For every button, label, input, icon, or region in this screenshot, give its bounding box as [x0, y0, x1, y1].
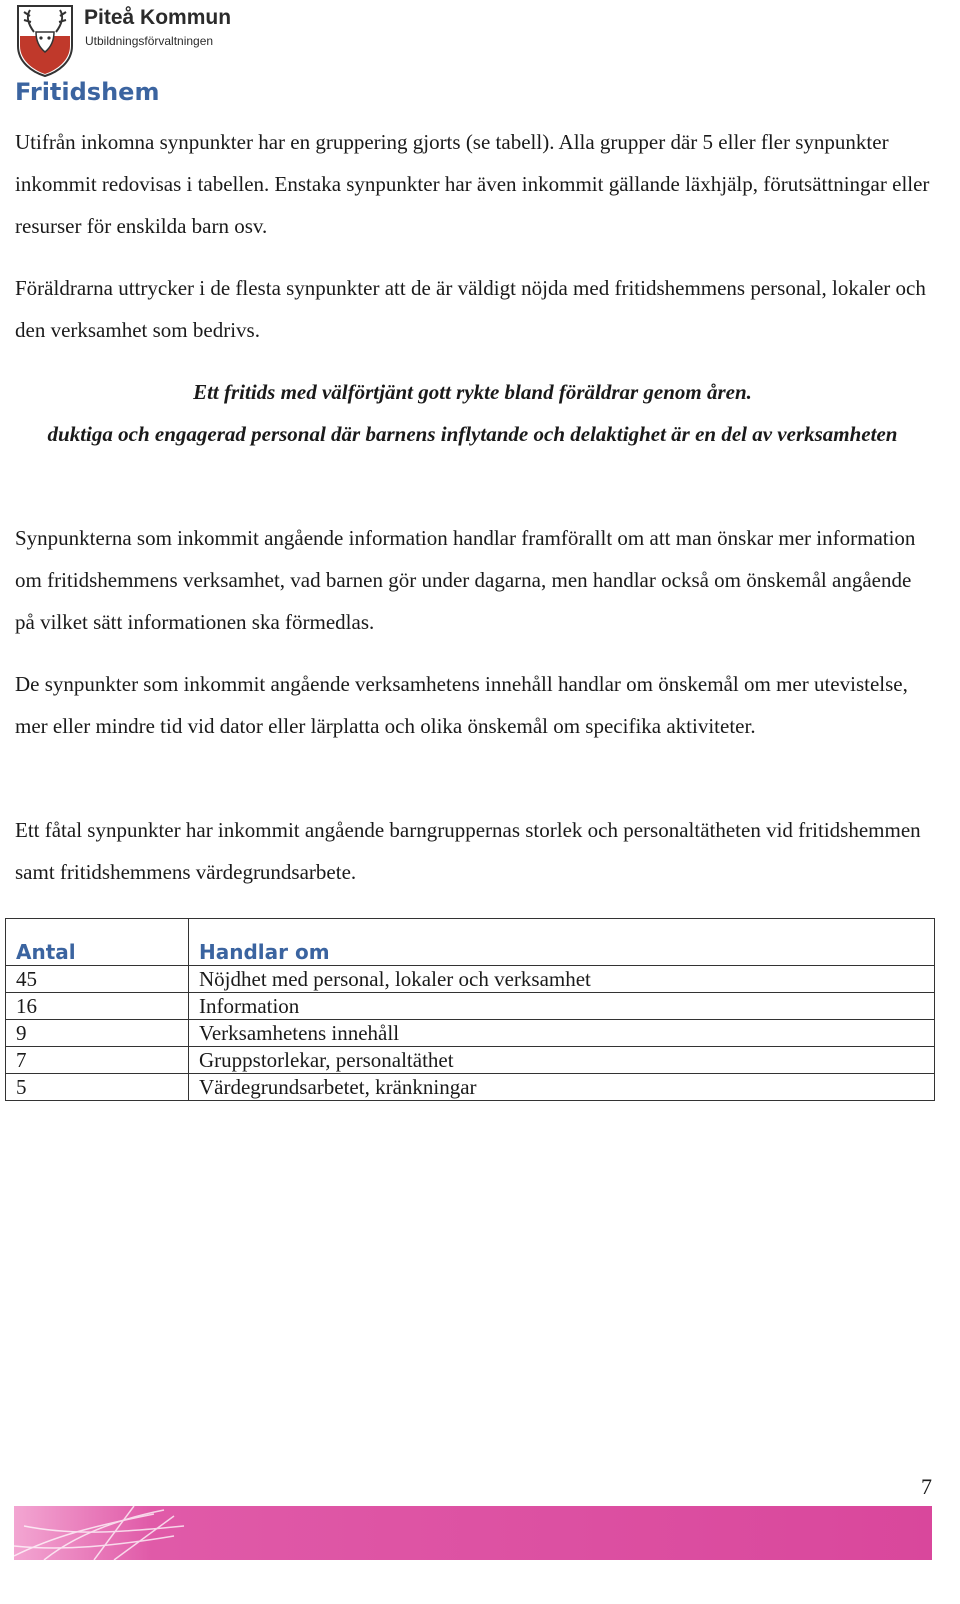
count-cell: 7: [6, 1047, 189, 1074]
feedback-table: [5, 918, 935, 1101]
satisfaction-paragraph: Föräldrarna uttrycker i de flesta synpunkter att de är väldigt nöjda med fritidshemmens personal, lokaler och den verksamhet som bedrivs.: [15, 276, 926, 342]
reindeer-crest-icon: [14, 2, 76, 78]
content-paragraph: De synpunkter som inkommit angående verksamhetens innehåll handlar om önskemål om mer utevistelse, mer eller mindre tid vid dator eller lärplatta och olika önskemål om specifika aktiviteter.: [15, 672, 908, 738]
count-cell: 9: [6, 1020, 189, 1047]
table-row: [6, 966, 935, 993]
quote-line-1: Ett fritids med välförtjänt gott rykte bland föräldrar genom åren.: [193, 380, 752, 404]
table-row: [6, 1074, 935, 1101]
header-logo: [14, 2, 264, 78]
count-cell: 16: [6, 993, 189, 1020]
footer-decorative-band: [14, 1506, 932, 1560]
topic-cell: Information: [189, 993, 935, 1020]
count-cell: 5: [6, 1074, 189, 1101]
topic-cell: Gruppstorlekar, personaltäthet: [189, 1047, 935, 1074]
org-unit: Utbildningsförvaltningen: [85, 34, 214, 48]
topic-cell: Verksamhetens innehåll: [189, 1020, 935, 1047]
org-name: Piteå Kommun: [84, 6, 232, 29]
intro-paragraph: Utifrån inkomna synpunkter har en gruppering gjorts (se tabell). Alla grupper där 5 eller fler synpunkter inkommit redovisas i tabellen. Enstaka synpunkter har även inkommit gällande läxhjälp, förutsättningar eller resurser för enskilda barn osv.: [15, 130, 930, 238]
parent-quotes: [15, 371, 930, 455]
section-title: Fritidshem: [15, 78, 160, 106]
table-row: [6, 993, 935, 1020]
table-row: [6, 1020, 935, 1047]
table-row: [6, 1047, 935, 1074]
topic-cell: Nöjdhet med personal, lokaler och verksamhet: [189, 966, 935, 993]
column-header-antal: Antal: [6, 919, 189, 966]
topic-cell: Värdegrundsarbetet, kränkningar: [189, 1074, 935, 1101]
information-paragraph: Synpunkterna som inkommit angående information handlar framförallt om att man önskar mer information om fritidshemmens verksamhet, vad barnen gör under dagarna, men handlar också om önskemål angående på vilket sätt informationen ska förmedlas.: [15, 526, 916, 634]
group-size-paragraph: Ett fåtal synpunkter har inkommit angående barngruppernas storlek och personaltätheten vid fritidshemmen samt fritidshemmens värdegrundsarbete.: [15, 818, 921, 884]
table-header-row: [6, 919, 935, 966]
count-cell: 45: [6, 966, 189, 993]
column-header-topic: Handlar om: [189, 919, 935, 966]
quote-line-2: duktiga och engagerad personal där barnens inflytande och delaktighet är en del av verksamheten: [47, 422, 898, 446]
page-number: 7: [921, 1474, 932, 1499]
